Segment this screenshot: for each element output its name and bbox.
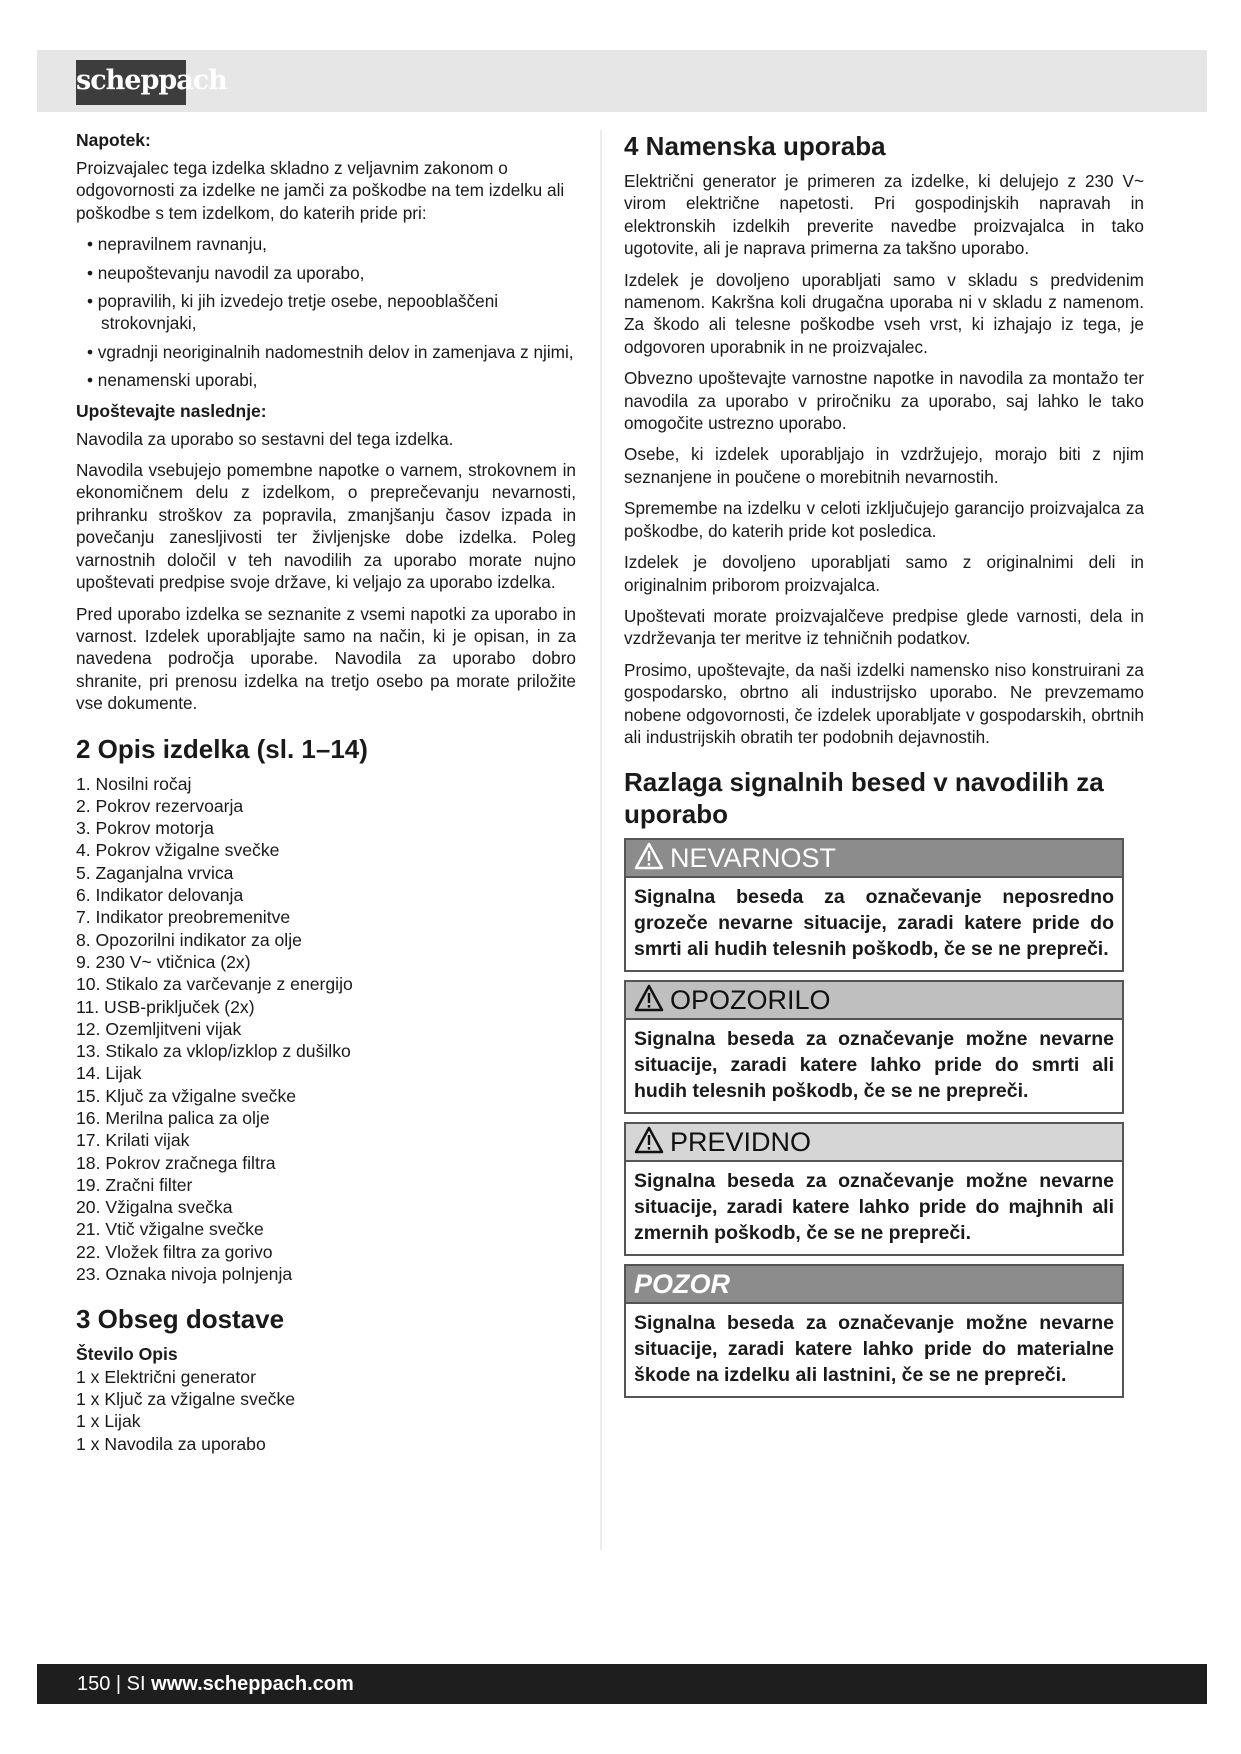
warning-triangle-icon — [634, 984, 664, 1012]
list-item: 16. Merilna palica za olje — [76, 1107, 270, 1128]
list-item: 17. Krilati vijak — [76, 1130, 190, 1151]
footer-text — [77, 1664, 354, 1704]
section-4-title: 4 Namenska uporaba — [624, 131, 886, 161]
paragraph: Obvezno upoštevajte varnostne napotke in navodila za montažo ter navodila za uporabo v priročniku za uporabo, saj lahko le tako omogočite ustrezno uporabo. — [624, 368, 1144, 434]
list-item: 4. Pokrov vžigalne svečke — [76, 840, 280, 861]
signal-text: Signalna beseda za označevanje možne nevarne situacije, zaradi katere lahko pride do materialne škode na izdelku ali lastnini, če se ne prepreči. — [634, 1312, 1114, 1387]
list-item: 12. Ozemljitveni vijak — [76, 1018, 242, 1039]
list-item: • nenamenski uporabi, — [87, 370, 258, 391]
list-item: 7. Indikator preobremenitve — [76, 907, 291, 928]
parts-list — [76, 773, 576, 1286]
observe-paragraph-3: Pred uporabo izdelka se seznanite z vsemi napotki za uporabo in varnost. Izdelek uporabljajte samo na način, ki je opisan, in za navedena področja uporabe. Navodila za uporabo dobro shranite, pri prenosu izdelka na tretjo osebo pa morate priložite vse dokumente. — [76, 603, 576, 714]
warning-triangle-icon — [634, 1126, 664, 1154]
signal-word: OPOZORILO — [670, 985, 831, 1016]
signal-word: NEVARNOST — [670, 843, 837, 874]
paragraph: Spremembe na izdelku v celoti izključujejo garancijo proizvajalca za poškodbe, do katerih pride kot posledica. — [624, 498, 1144, 541]
signal-word: PREVIDNO — [670, 1127, 812, 1158]
signal-box-notice — [624, 1264, 1124, 1398]
list-item: 13. Stikalo za vklop/izklop z dušilko — [76, 1041, 351, 1062]
signal-header — [626, 1124, 1122, 1162]
list-item: 1 x Lijak — [76, 1411, 141, 1432]
list-item: • vgradnji neoriginalnih nadomestnih delov in zamenjava z njimi, — [87, 341, 574, 362]
observe-paragraph-2: Navodila vsebujejo pomembne napotke o varnem, strokovnem in ekonomičnem delu z izdelkom, o preprečevanju nevarnosti, prihranku stroškov za popravila, zmanjšanju časov izpada in povečanju zanesljivosti ter življenjske dobe izdelka. Poleg varnostnih določil v teh navodilih za uporabo morate nujno upoštevati predpise svoje države, ki veljajo za uporabo izdelka. — [76, 460, 576, 593]
observe-paragraph-1: Navodila za uporabo so sestavni del tega izdelka. — [76, 428, 454, 449]
website-link[interactable]: www.scheppach.com — [151, 1673, 354, 1695]
signal-text: Signalna beseda za označevanje možne nevarne situacije, zaradi katere lahko pride do majhnih ali zmernih poškodb, če se ne prepreči. — [634, 1170, 1114, 1245]
list-item: 2. Pokrov rezervoarja — [76, 795, 244, 816]
signal-word: POZOR — [634, 1269, 731, 1300]
list-item: 8. Opozorilni indikator za olje — [76, 929, 302, 950]
list-item: 1 x Električni generator — [76, 1366, 256, 1387]
list-item: 20. Vžigalna svečka — [76, 1197, 233, 1218]
brand-logo: scheppach — [76, 60, 186, 105]
list-item: 3. Pokrov motorja — [76, 818, 214, 839]
section-2-title: 2 Opis izdelka (sl. 1–14) — [76, 733, 368, 764]
signal-words-title: Razlaga signalnih besed v navodilih za uporabo — [624, 767, 1104, 830]
list-item: 15. Ključ za vžigalne svečke — [76, 1085, 297, 1106]
signal-header — [626, 840, 1122, 878]
warning-triangle-icon — [634, 842, 664, 870]
paragraph: Osebe, ki izdelek uporabljajo in vzdržujejo, morajo biti z njim seznanjene in poučene o morebitnih nevarnostih. — [624, 444, 1144, 487]
signal-header — [626, 1266, 1122, 1304]
paragraph: Električni generator je primeren za izdelke, ki delujejo z 230 V~ virom električne napetosti. Pri gospodinjskih napravah in elektronskih izdelkih preverite navedbe proizvajalca in tako ugotovite, ali je naprava primerna za takšno uporabo. — [624, 171, 1144, 259]
list-item: 14. Lijak — [76, 1063, 142, 1084]
column-divider — [600, 130, 602, 1550]
list-item: • nepravilnem ravnanju, — [87, 234, 267, 255]
list-item: 22. Vložek filtra za gorivo — [76, 1241, 273, 1262]
note-heading: Napotek: — [76, 130, 151, 150]
list-item: 18. Pokrov zračnega filtra — [76, 1152, 276, 1173]
list-item: • neupoštevanju navodil za uporabo, — [87, 262, 365, 283]
note-text: Proizvajalec tega izdelka skladno z veljavnim zakonom o odgovornosti za izdelke ne jamči za poškodbe na tem izdelku ali poškodbe s tem izdelkom, do katerih pride pri: — [76, 158, 565, 223]
list-item: 10. Stikalo za varčevanje z energijo — [76, 974, 353, 995]
paragraph: Prosimo, upoštevajte, da naši izdelki namensko niso konstruirani za gospodarsko, obrtno ali industrijsko uporabo. Ne prevzemamo nobene odgovornosti, če izdelek uporabljate v gospodarskih, obrtnih ali industrijskih obratih ter podobnih dejavnostih. — [624, 659, 1144, 747]
signal-text: Signalna beseda za označevanje neposredno grozeče nevarne situacije, zaradi katere pride do smrti ali hudih telesnih poškodb, če se ne prepreči. — [634, 886, 1114, 961]
list-item: 11. USB-priključek (2x) — [76, 996, 255, 1017]
paragraph: Izdelek je dovoljeno uporabljati samo z originalnimi deli in originalnim priborom proizvajalca. — [624, 552, 1144, 595]
signal-box-warning — [624, 980, 1124, 1114]
list-item: 21. Vtič vžigalne svečke — [76, 1219, 264, 1240]
section-3-title: 3 Obseg dostave — [76, 1304, 285, 1335]
paragraph: Izdelek je dovoljeno uporabljati samo v skladu s predvidenim namenom. Kakršna koli drugačna uporaba ni v skladu z namenom. Za škodo ali telesne poškodbe vseh vrst, ki izhajajo iz tega, je odgovoren uporabnik in ne proizvajalec. — [624, 269, 1144, 357]
list-item: • popravilih, ki jih izvedejo tretje osebe, nepooblaščeni strokovnjaki, — [87, 291, 499, 334]
list-item: 6. Indikator delovanja — [76, 885, 244, 906]
list-item: 23. Oznaka nivoja polnjenja — [76, 1264, 293, 1285]
scope-heading: Število Opis — [76, 1344, 178, 1365]
left-column — [76, 130, 576, 1455]
signal-header — [626, 982, 1122, 1020]
right-column — [624, 130, 1144, 1406]
footer-bar — [37, 1664, 1207, 1704]
list-item: 9. 230 V~ vtičnica (2x) — [76, 951, 251, 972]
list-item: 5. Zaganjalna vrvica — [76, 862, 234, 883]
list-item: 19. Zračni filter — [76, 1174, 193, 1195]
signal-text: Signalna beseda za označevanje možne nevarne situacije, zaradi katere lahko pride do smrti ali hudih telesnih poškodb, če se ne prepreči. — [634, 1028, 1114, 1103]
page-number: 150 | SI — [77, 1673, 146, 1695]
signal-box-danger — [624, 838, 1124, 972]
liability-list — [76, 233, 576, 391]
list-item: 1 x Ključ za vžigalne svečke — [76, 1388, 296, 1409]
list-item: 1 x Navodila za uporabo — [76, 1433, 266, 1454]
delivery-scope — [76, 1343, 576, 1454]
paragraph: Upoštevati morate proizvajalčeve predpise glede varnosti, dela in vzdrževanja ter meritve iz tehničnih podatkov. — [624, 605, 1144, 649]
observe-heading: Upoštevajte naslednje: — [76, 400, 267, 421]
signal-box-caution — [624, 1122, 1124, 1256]
list-item: 1. Nosilni ročaj — [76, 773, 192, 794]
